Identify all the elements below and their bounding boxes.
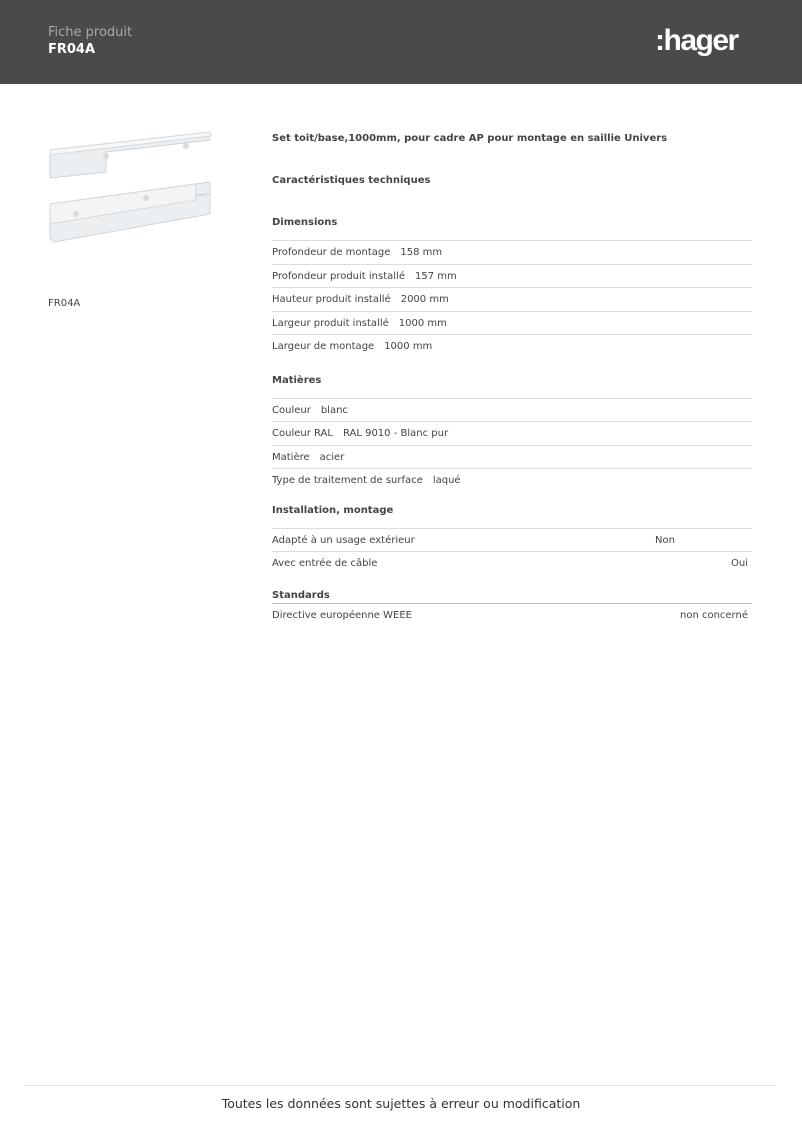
- dimensions-rows: [272, 240, 752, 358]
- spec-label: Largeur produit installé: [272, 317, 389, 329]
- spec-label: Couleur RAL: [272, 428, 333, 439]
- spec-value: Non: [655, 534, 675, 546]
- product-title: Set toit/base,1000mm, pour cadre AP pour montage en saillie Univers: [272, 133, 668, 144]
- spec-row: [272, 240, 752, 264]
- section-installation-title: Installation, montage: [272, 504, 394, 516]
- spec-value: 2000 mm: [400, 294, 449, 305]
- header: [0, 0, 802, 84]
- spec-value: 1000 mm: [384, 341, 433, 352]
- hager-logo: :hager: [655, 24, 738, 57]
- specs: [272, 133, 752, 626]
- spec-value: acier: [319, 451, 345, 463]
- product-code-label: FR04A: [48, 298, 81, 309]
- spec-label: Profondeur produit installé: [272, 270, 405, 282]
- spec-label: Profondeur de montage: [272, 247, 391, 258]
- spec-row: [272, 603, 752, 627]
- spec-value: 157 mm: [414, 270, 457, 282]
- spec-label: Matière: [272, 451, 310, 463]
- spec-value: blanc: [320, 404, 348, 416]
- product-image: [46, 128, 214, 243]
- footer-divider: [24, 1085, 776, 1086]
- spec-value: 1000 mm: [398, 317, 447, 329]
- section-standards-title: Standards: [272, 589, 330, 601]
- section-dimensions-title: Dimensions: [272, 217, 338, 228]
- spec-row: [272, 264, 752, 288]
- header-product-code: FR04A: [48, 42, 96, 57]
- spec-label: Avec entrée de câble: [272, 558, 378, 569]
- footer-disclaimer: Toutes les données sont sujettes à erreur ou modification: [221, 1096, 581, 1111]
- spec-row: [272, 311, 752, 335]
- spec-row: [272, 528, 752, 552]
- section-materials-title: Matières: [272, 374, 322, 386]
- spec-label: Adapté à un usage extérieur: [272, 534, 415, 546]
- spec-row: [272, 421, 752, 445]
- spec-label: Type de traitement de surface: [272, 475, 423, 486]
- spec-row: [272, 445, 752, 469]
- spec-row: [272, 551, 752, 575]
- spec-row: [272, 468, 752, 492]
- spec-label: Directive européenne WEEE: [272, 609, 412, 621]
- header-subtitle: Fiche produit: [48, 25, 133, 40]
- spec-label: Largeur de montage: [272, 341, 375, 352]
- spec-value: 158 mm: [400, 247, 443, 258]
- spec-row: [272, 334, 752, 358]
- spec-value: laqué: [432, 475, 461, 486]
- spec-row: [272, 398, 752, 422]
- spec-label: Hauteur produit installé: [272, 294, 391, 305]
- spec-row: [272, 287, 752, 311]
- spec-value: Oui: [731, 558, 748, 569]
- spec-value: RAL 9010 - Blanc pur: [342, 428, 449, 439]
- tech-heading: Caractéristiques techniques: [272, 175, 431, 186]
- spec-value: non concerné: [679, 609, 748, 621]
- spec-label: Couleur: [272, 404, 311, 416]
